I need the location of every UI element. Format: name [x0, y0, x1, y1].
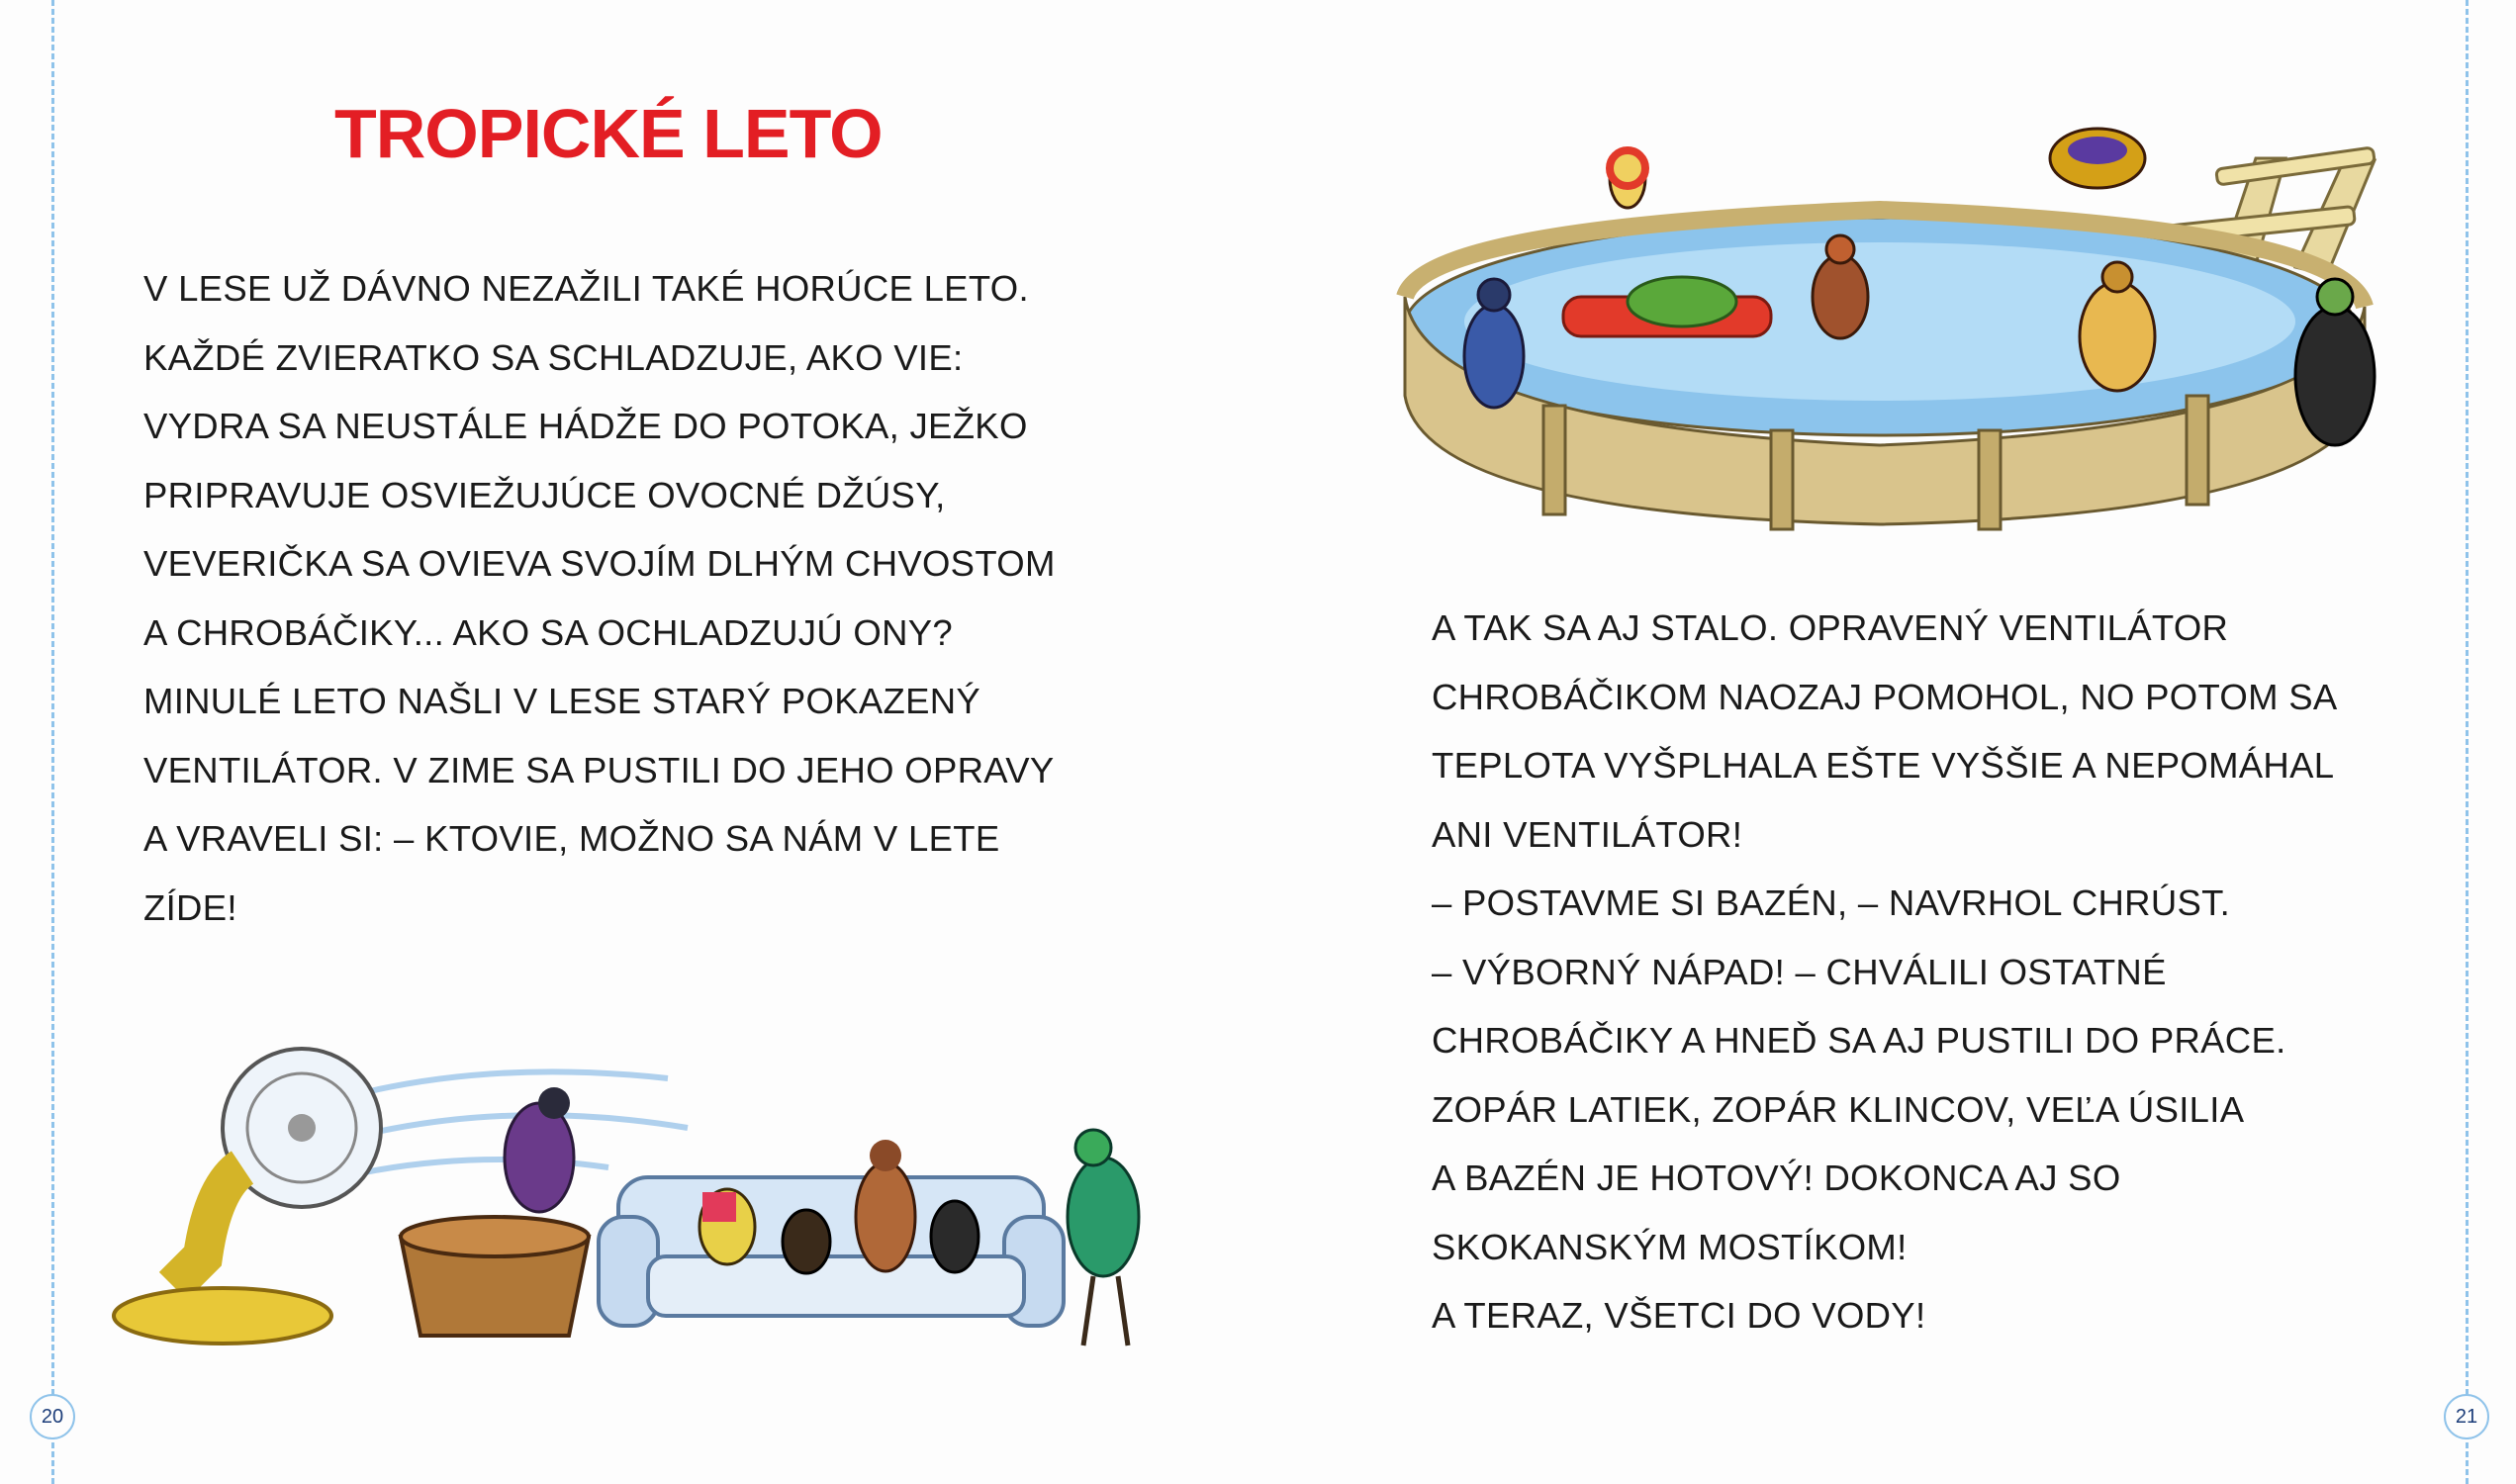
page-title: TROPICKÉ LETO — [334, 95, 883, 172]
text-line: KAŽDÉ ZVIERATKO SA SCHLADZUJE, AKO VIE: — [143, 336, 964, 378]
text-line: – VÝBORNÝ NÁPAD! – CHVÁLILI OSTATNÉ — [1432, 951, 2167, 992]
text-line: A BAZÉN JE HOTOVÝ! DOKONCA AJ SO — [1432, 1158, 2121, 1198]
right-margin-guide — [2466, 0, 2469, 1484]
page-number-left: 20 — [30, 1394, 75, 1439]
beetle-lifebuoy — [1610, 148, 1645, 208]
left-margin-guide — [51, 0, 54, 1484]
fan-sofa-illustration — [94, 1019, 1163, 1360]
text-line: V LESE UŽ DÁVNO NEZAŽILI TAKÉ HORÚCE LETO. — [143, 268, 1029, 309]
text-line: A TAK SA AJ STALO. OPRAVENÝ VENTILÁTOR — [1432, 607, 2229, 648]
text-line: ZOPÁR LATIEK, ZOPÁR KLINCOV, VEĽA ÚSILIA — [1432, 1088, 2245, 1130]
text-line: CHROBÁČIKY A HNEĎ SA AJ PUSTILI DO PRÁCE. — [1432, 1020, 2286, 1061]
text-line: MINULÉ LETO NAŠLI V LESE STARÝ POKAZENÝ — [143, 681, 981, 721]
beetle-diver — [2050, 129, 2145, 188]
page-number-right: 21 — [2444, 1394, 2489, 1439]
text-line: CHROBÁČIKOM NAOZAJ POMOHOL, NO POTOM SA — [1432, 676, 2338, 717]
text-line: VEVERIČKA SA OVIEVA SVOJÍM DLHÝM CHVOSTOM — [143, 543, 1056, 584]
right-page-text — [1432, 594, 2338, 1350]
text-line: ZÍDE! — [143, 886, 237, 928]
text-line: A CHROBÁČIKY... AKO SA OCHLADZUJÚ ONY? — [143, 611, 954, 653]
text-line: – POSTAVME SI BAZÉN, – NAVRHOL CHRÚST. — [1432, 882, 2231, 923]
text-line: ANI VENTILÁTOR! — [1432, 813, 1743, 855]
text-line: VENTILÁTOR. V ZIME SA PUSTILI DO JEHO OPRAVY — [143, 749, 1055, 790]
text-line: A VRAVELI SI: – KTOVIE, MOŽNO SA NÁM V LETE — [143, 818, 1000, 859]
text-line: VYDRA SA NEUSTÁLE HÁDŽE DO POTOKA, JEŽKO — [143, 406, 1028, 446]
text-line: A TERAZ, VŠETCI DO VODY! — [1432, 1295, 1926, 1336]
text-line: SKOKANSKÝM MOSTÍKOM! — [1432, 1226, 1908, 1267]
beetle-waiter — [1068, 1130, 1139, 1345]
text-line: PRIPRAVUJE OSVIEŽUJÚCE OVOCNÉ DŽÚSY, — [143, 474, 946, 515]
electric-fan — [114, 1049, 381, 1344]
pool-illustration — [1365, 99, 2404, 554]
sofa — [599, 1177, 1064, 1326]
left-page-text — [143, 254, 1056, 942]
text-line: TEPLOTA VYŠPLHALA EŠTE VYŠŠIE A NEPOMÁHAL — [1432, 745, 2335, 786]
